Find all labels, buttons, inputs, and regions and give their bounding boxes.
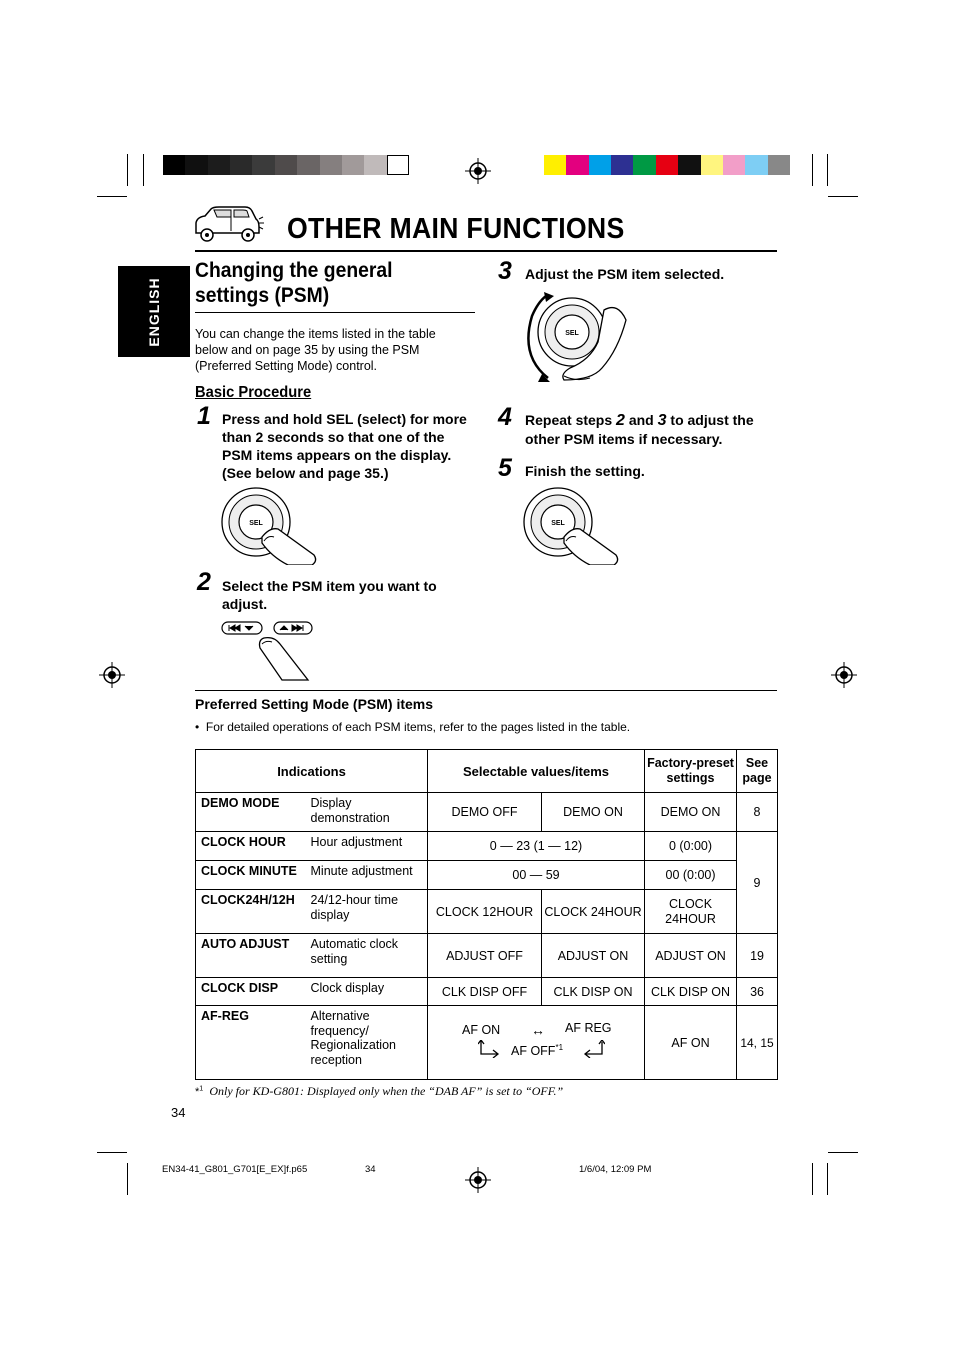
color-swatch: [387, 155, 409, 175]
crop-mark: [143, 154, 144, 186]
crop-mark: [828, 1152, 858, 1153]
step-4-number: 4: [498, 403, 512, 431]
step-4-text: [525, 411, 775, 448]
color-swatch: [364, 155, 386, 175]
col-selectable: Selectable values/items: [428, 750, 645, 793]
crop-mark: [827, 1163, 828, 1195]
cell-af-cycle: [428, 1006, 645, 1080]
basic-procedure-heading: Basic Procedure: [195, 384, 312, 401]
af-on-label: AF ON: [462, 1023, 501, 1037]
cell-indication: CLOCK MINUTE: [196, 861, 309, 890]
cell-page: 9: [737, 832, 778, 934]
cell-factory: DEMO ON: [645, 793, 737, 832]
cell-indication: CLOCK DISP: [196, 978, 309, 1006]
cell-description: Minute adjustment: [309, 861, 428, 890]
color-swatch: [320, 155, 342, 175]
cell-page: 19: [737, 934, 778, 978]
psm-bullet-text: For detailed operations of each PSM items, refer to the pages listed in the table.: [205, 720, 631, 734]
language-label: ENGLISH: [146, 276, 162, 347]
footnote-text: Only for KD-G801: Displayed only when the “DAB AF” is set to “OFF.”: [209, 1084, 564, 1098]
crop-mark: [812, 154, 813, 186]
crop-mark: [97, 196, 127, 197]
step-3-number: 3: [498, 257, 512, 285]
registration-mark-icon: [465, 1167, 491, 1193]
table-row: [196, 832, 778, 861]
color-swatch: [230, 155, 252, 175]
cell-value: 00 — 59: [428, 861, 645, 890]
cell-value: ADJUST ON: [542, 934, 645, 978]
car-icon: [193, 205, 265, 245]
cell-indication: CLOCK24H/12H: [196, 890, 309, 934]
col-factory: Factory-preset settings: [645, 750, 737, 793]
step-3-text: Adjust the PSM item selected.: [525, 266, 725, 282]
color-swatch: [544, 155, 566, 175]
footer-date: 1/6/04, 12:09 PM: [579, 1164, 652, 1175]
cell-factory: AF ON: [645, 1006, 737, 1080]
cell-description: Automatic clock setting: [309, 934, 428, 978]
cell-description: Display demonstration: [309, 793, 428, 832]
language-tab: [118, 266, 190, 357]
cell-value: DEMO ON: [542, 793, 645, 832]
cell-factory: CLK DISP ON: [645, 978, 737, 1006]
color-swatch: [723, 155, 745, 175]
cell-value: DEMO OFF: [428, 793, 542, 832]
table-header-row: [196, 750, 778, 793]
step-2-text: Select the PSM item you want to adjust.: [222, 578, 437, 612]
dial-label: SEL: [565, 330, 579, 337]
footnote: [195, 1084, 563, 1099]
footnote-mark: *: [195, 1086, 200, 1098]
cell-page: 14, 15: [737, 1006, 778, 1080]
color-calibration-bar: [544, 155, 790, 175]
color-swatch: [275, 155, 297, 175]
color-swatch: [701, 155, 723, 175]
cell-value: CLOCK 12HOUR: [428, 890, 542, 934]
table-row: [196, 861, 778, 890]
intro-text: You can change the items listed in the table below and on page 35 by using the PSM (Preferred Setting Mode) control.: [195, 327, 436, 373]
cell-indication: DEMO MODE: [196, 793, 309, 832]
registration-mark-icon: [99, 662, 125, 688]
step-4-ref-b: 3: [657, 412, 667, 429]
skip-buttons-press-icon: [220, 620, 316, 682]
cell-description: 24/12-hour time display: [309, 890, 428, 934]
color-swatch: [297, 155, 319, 175]
cell-value: 0 — 23 (1 — 12): [428, 832, 645, 861]
step-1-text: Press and hold SEL (select) for more than 2 seconds so that one of the PSM items appears on the display. (See below and page 35.): [222, 411, 467, 481]
crop-mark: [812, 1163, 813, 1195]
cell-factory: ADJUST ON: [645, 934, 737, 978]
step-4-text-b: and: [624, 412, 658, 428]
section-rule: [195, 312, 475, 313]
step-2-number: 2: [197, 568, 211, 596]
step-4-text-c: to adjust the other PSM items if necessary.: [525, 412, 754, 447]
psm-heading: Preferred Setting Mode (PSM) items: [195, 696, 434, 712]
page-number: 34: [171, 1105, 186, 1120]
section-heading: Changing the general settings (PSM): [195, 259, 393, 307]
af-off-label: [511, 1043, 563, 1058]
psm-bullet: • For detailed operations of each PSM items, refer to the pages listed in the table.: [195, 720, 631, 734]
page-title: OTHER MAIN FUNCTIONS: [287, 213, 625, 245]
dial-label: SEL: [249, 520, 263, 527]
cell-value: CLK DISP ON: [542, 978, 645, 1006]
af-off-footnote-mark: *1: [555, 1043, 564, 1052]
table-row: [196, 890, 778, 934]
crop-mark: [97, 1152, 127, 1153]
cell-indication: AUTO ADJUST: [196, 934, 309, 978]
table-row: [196, 793, 778, 832]
title-rule: [195, 250, 777, 252]
cell-factory: CLOCK 24HOUR: [645, 890, 737, 934]
cell-description: Alternative frequency/ Regionalization reception: [309, 1006, 428, 1080]
sel-dial-press-icon: [218, 485, 318, 565]
psm-table: [195, 749, 778, 1080]
cell-value: CLK DISP OFF: [428, 978, 542, 1006]
footer-file: EN34-41_G801_G701[E_EX]f.p65: [162, 1164, 308, 1175]
color-swatch: [656, 155, 678, 175]
cell-factory: 0 (0:00): [645, 832, 737, 861]
cell-description: Clock display: [309, 978, 428, 1006]
step-5-text: Finish the setting.: [525, 463, 645, 479]
grayscale-calibration-bar: [163, 155, 409, 175]
color-swatch: [745, 155, 767, 175]
color-swatch: [566, 155, 588, 175]
cell-indication: AF-REG: [196, 1006, 309, 1080]
crop-mark: [827, 154, 828, 186]
return-arrow-right-icon: [583, 1040, 605, 1058]
sel-dial-press-icon: [520, 485, 620, 565]
cell-factory: 00 (0:00): [645, 861, 737, 890]
crop-mark: [127, 1163, 128, 1195]
crop-mark: [127, 154, 128, 186]
cell-indication: CLOCK HOUR: [196, 832, 309, 861]
cell-description: Hour adjustment: [309, 832, 428, 861]
af-reg-label: AF REG: [565, 1021, 612, 1035]
dial-label: SEL: [551, 520, 565, 527]
step-4-ref-a: 2: [616, 412, 625, 429]
color-swatch: [163, 155, 185, 175]
psm-rule: [195, 690, 777, 691]
color-swatch: [208, 155, 230, 175]
step-1-number: 1: [197, 402, 211, 430]
col-see-page: See page: [737, 750, 778, 793]
cell-value: ADJUST OFF: [428, 934, 542, 978]
footnote-sup: 1: [199, 1085, 204, 1093]
table-row: [196, 978, 778, 1006]
color-swatch: [589, 155, 611, 175]
color-swatch: [678, 155, 700, 175]
cell-value: CLOCK 24HOUR: [542, 890, 645, 934]
step-4-text-a: Repeat steps: [525, 412, 617, 428]
af-off-text: AF OFF: [511, 1044, 556, 1059]
step-5-number: 5: [498, 454, 512, 482]
col-indications: Indications: [196, 750, 428, 793]
color-swatch: [342, 155, 364, 175]
color-swatch: [185, 155, 207, 175]
crop-mark: [828, 196, 858, 197]
cell-page: 36: [737, 978, 778, 1006]
color-swatch: [633, 155, 655, 175]
footer-page: 34: [365, 1164, 376, 1175]
cell-page: 8: [737, 793, 778, 832]
color-swatch: [611, 155, 633, 175]
return-arrow-left-icon: [478, 1040, 500, 1058]
color-swatch: [768, 155, 790, 175]
double-arrow-icon: ↔: [531, 1022, 545, 1038]
table-row: [196, 934, 778, 978]
registration-mark-icon: [831, 662, 857, 688]
sel-dial-rotate-icon: [520, 290, 640, 388]
color-swatch: [252, 155, 274, 175]
registration-mark-icon: [465, 158, 491, 184]
table-row: [196, 1006, 778, 1080]
